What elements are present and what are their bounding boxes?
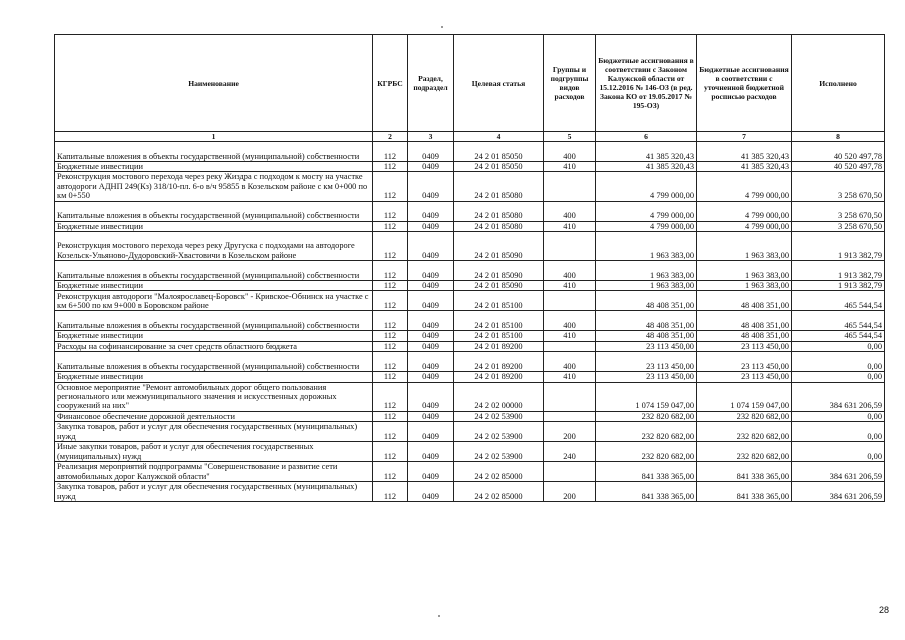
- cell-name: Бюджетные инвестиции: [55, 162, 373, 172]
- cell-refined: 1 074 159 047,00: [697, 382, 792, 411]
- cell-refined: 232 820 682,00: [697, 442, 792, 462]
- column-number: 4: [454, 132, 544, 142]
- column-number: 6: [596, 132, 697, 142]
- cell-kgrbs: 112: [373, 172, 408, 201]
- cell-kgrbs: 112: [373, 281, 408, 291]
- cell-section: 0409: [408, 422, 454, 442]
- cell-section: 0409: [408, 482, 454, 502]
- header-executed: Исполнено: [792, 35, 885, 132]
- table-row: [55, 372, 885, 382]
- cell-executed: 384 631 206,59: [792, 482, 885, 502]
- cell-group: [544, 382, 596, 411]
- cell-name: Капитальные вложения в объекты государственной (муниципальной) собственности: [55, 142, 373, 162]
- cell-approved: 841 338 365,00: [596, 462, 697, 482]
- cell-group: 400: [544, 352, 596, 372]
- cell-target: 24 2 01 85080: [454, 172, 544, 201]
- table-row: [55, 221, 885, 231]
- cell-name: Основное мероприятие "Ремонт автомобильных дорог общего пользования регионального или межмуниципального значения и искусственных дорожных сооружений на них": [55, 382, 373, 411]
- cell-approved: 232 820 682,00: [596, 442, 697, 462]
- column-number-row: [55, 132, 885, 142]
- cell-kgrbs: 112: [373, 201, 408, 221]
- cell-kgrbs: 112: [373, 462, 408, 482]
- table-row: [55, 482, 885, 502]
- column-number: 8: [792, 132, 885, 142]
- cell-refined: 48 408 351,00: [697, 331, 792, 341]
- table-row: [55, 201, 885, 221]
- cell-section: 0409: [408, 372, 454, 382]
- cell-approved: 841 338 365,00: [596, 482, 697, 502]
- table-row: [55, 172, 885, 201]
- cell-executed: 0,00: [792, 341, 885, 351]
- cell-section: 0409: [408, 411, 454, 421]
- cell-target: 24 2 02 53900: [454, 411, 544, 421]
- cell-name: Бюджетные инвестиции: [55, 221, 373, 231]
- cell-refined: 41 385 320,43: [697, 162, 792, 172]
- cell-name: Финансовое обеспечение дорожной деятельности: [55, 411, 373, 421]
- cell-target: 24 2 01 89200: [454, 372, 544, 382]
- table-row: [55, 291, 885, 311]
- cell-executed: 384 631 206,59: [792, 382, 885, 411]
- cell-section: 0409: [408, 331, 454, 341]
- cell-group: 410: [544, 162, 596, 172]
- cell-refined: 48 408 351,00: [697, 311, 792, 331]
- cell-executed: 0,00: [792, 372, 885, 382]
- page-number: 28: [878, 605, 889, 615]
- cell-section: 0409: [408, 221, 454, 231]
- table-row: [55, 162, 885, 172]
- cell-executed: 465 544,54: [792, 311, 885, 331]
- column-number: 7: [697, 132, 792, 142]
- cell-approved: 232 820 682,00: [596, 411, 697, 421]
- cell-refined: 232 820 682,00: [697, 411, 792, 421]
- cell-target: 24 2 02 85000: [454, 482, 544, 502]
- cell-section: 0409: [408, 352, 454, 372]
- cell-target: 24 2 02 53900: [454, 422, 544, 442]
- cell-executed: 0,00: [792, 352, 885, 372]
- cell-group: [544, 291, 596, 311]
- cell-group: 400: [544, 311, 596, 331]
- cell-name: Бюджетные инвестиции: [55, 281, 373, 291]
- cell-target: 24 2 01 85100: [454, 331, 544, 341]
- table-row: [55, 232, 885, 261]
- cell-name: Реконструкция мостового перехода через реку Жиздра с подходом к мосту на участке автодороги АДНП 249(Кз) 318/10-пл. 6-о в/ч 95855 в Козельском районе с км 0+000 по км 0+550: [55, 172, 373, 201]
- table-row: [55, 142, 885, 162]
- cell-name: Капитальные вложения в объекты государственной (муниципальной) собственности: [55, 261, 373, 281]
- cell-executed: 1 913 382,79: [792, 232, 885, 261]
- cell-executed: 384 631 206,59: [792, 462, 885, 482]
- header-kgrbs: КГРБС: [373, 35, 408, 132]
- header-row: [55, 35, 885, 132]
- scan-speck: [438, 615, 440, 617]
- cell-group: 410: [544, 372, 596, 382]
- cell-section: 0409: [408, 261, 454, 281]
- cell-group: 240: [544, 442, 596, 462]
- cell-section: 0409: [408, 172, 454, 201]
- cell-target: 24 2 02 00000: [454, 382, 544, 411]
- cell-refined: 841 338 365,00: [697, 462, 792, 482]
- cell-target: 24 2 01 85090: [454, 281, 544, 291]
- cell-refined: 23 113 450,00: [697, 352, 792, 372]
- cell-name: Иные закупки товаров, работ и услуг для обеспечения государственных (муниципальных) нужд: [55, 442, 373, 462]
- header-section: Раздел, подраздел: [408, 35, 454, 132]
- table-row: [55, 261, 885, 281]
- cell-group: [544, 341, 596, 351]
- header-name: Наименование: [55, 35, 373, 132]
- cell-target: 24 2 01 85080: [454, 201, 544, 221]
- cell-group: 410: [544, 221, 596, 231]
- header-approved: Бюджетные ассигнования в соответствии с Законом Калужской области от 15.12.2016 № 146-ОЗ (в ред. Закона КО от 19.05.2017 № 195-ОЗ): [596, 35, 697, 132]
- cell-section: 0409: [408, 291, 454, 311]
- cell-section: 0409: [408, 232, 454, 261]
- cell-refined: 23 113 450,00: [697, 341, 792, 351]
- cell-approved: 1 963 383,00: [596, 232, 697, 261]
- cell-executed: 465 544,54: [792, 331, 885, 341]
- cell-executed: 1 913 382,79: [792, 261, 885, 281]
- cell-kgrbs: 112: [373, 352, 408, 372]
- cell-kgrbs: 112: [373, 311, 408, 331]
- cell-kgrbs: 112: [373, 162, 408, 172]
- cell-group: [544, 232, 596, 261]
- cell-refined: 232 820 682,00: [697, 422, 792, 442]
- cell-target: 24 2 01 85100: [454, 311, 544, 331]
- cell-group: 200: [544, 482, 596, 502]
- cell-target: 24 2 01 85050: [454, 162, 544, 172]
- cell-target: 24 2 02 53900: [454, 442, 544, 462]
- cell-section: 0409: [408, 341, 454, 351]
- cell-name: Закупка товаров, работ и услуг для обеспечения государственных (муниципальных) нужд: [55, 482, 373, 502]
- table-row: [55, 442, 885, 462]
- cell-section: 0409: [408, 201, 454, 221]
- cell-executed: 0,00: [792, 442, 885, 462]
- header-refined: Бюджетные ассигнования в соответствии с уточненной бюджетной росписью расходов: [697, 35, 792, 132]
- cell-refined: 48 408 351,00: [697, 291, 792, 311]
- cell-group: 400: [544, 261, 596, 281]
- cell-refined: 23 113 450,00: [697, 372, 792, 382]
- cell-executed: 3 258 670,50: [792, 221, 885, 231]
- cell-group: [544, 411, 596, 421]
- cell-refined: 1 963 383,00: [697, 232, 792, 261]
- cell-name: Реконструкция автодороги "Малоярославец-Боровск" - Кривское-Обнинск на участке с км 6+500 по км 9+000 в Боровском районе: [55, 291, 373, 311]
- header-group: Группы и подгруппы видов расходов: [544, 35, 596, 132]
- cell-kgrbs: 112: [373, 482, 408, 502]
- cell-kgrbs: 112: [373, 261, 408, 281]
- cell-section: 0409: [408, 281, 454, 291]
- cell-section: 0409: [408, 382, 454, 411]
- cell-group: 200: [544, 422, 596, 442]
- table-row: [55, 411, 885, 421]
- cell-approved: 48 408 351,00: [596, 311, 697, 331]
- cell-approved: 41 385 320,43: [596, 142, 697, 162]
- cell-kgrbs: 112: [373, 142, 408, 162]
- cell-approved: 1 074 159 047,00: [596, 382, 697, 411]
- budget-table: [54, 34, 885, 502]
- cell-group: [544, 172, 596, 201]
- cell-executed: 40 520 497,78: [792, 162, 885, 172]
- cell-name: Капитальные вложения в объекты государственной (муниципальной) собственности: [55, 201, 373, 221]
- column-number: 1: [55, 132, 373, 142]
- column-number: 2: [373, 132, 408, 142]
- cell-approved: 23 113 450,00: [596, 341, 697, 351]
- cell-kgrbs: 112: [373, 372, 408, 382]
- header-target: Целевая статья: [454, 35, 544, 132]
- cell-kgrbs: 112: [373, 422, 408, 442]
- table-row: [55, 331, 885, 341]
- cell-approved: 1 963 383,00: [596, 281, 697, 291]
- cell-target: 24 2 01 85090: [454, 261, 544, 281]
- cell-target: 24 2 01 85100: [454, 291, 544, 311]
- budget-sheet: [54, 34, 884, 502]
- cell-group: 410: [544, 331, 596, 341]
- cell-group: 410: [544, 281, 596, 291]
- cell-group: 400: [544, 142, 596, 162]
- table-row: [55, 352, 885, 372]
- cell-group: [544, 462, 596, 482]
- cell-name: Бюджетные инвестиции: [55, 331, 373, 341]
- cell-name: Закупка товаров, работ и услуг для обеспечения государственных (муниципальных) нужд: [55, 422, 373, 442]
- cell-executed: 40 520 497,78: [792, 142, 885, 162]
- cell-refined: 1 963 383,00: [697, 281, 792, 291]
- cell-approved: 1 963 383,00: [596, 261, 697, 281]
- table-row: [55, 311, 885, 331]
- cell-name: Реализация мероприятий подпрограммы "Совершенствование и развитие сети автомобильных дорог Калужской области": [55, 462, 373, 482]
- cell-refined: 1 963 383,00: [697, 261, 792, 281]
- cell-kgrbs: 112: [373, 221, 408, 231]
- cell-target: 24 2 01 89200: [454, 341, 544, 351]
- cell-kgrbs: 112: [373, 382, 408, 411]
- scan-speck: [441, 26, 443, 28]
- cell-name: Расходы на софинансирование за счет средств областного бюджета: [55, 341, 373, 351]
- cell-refined: 841 338 365,00: [697, 482, 792, 502]
- cell-target: 24 2 01 89200: [454, 352, 544, 372]
- cell-approved: 48 408 351,00: [596, 331, 697, 341]
- cell-kgrbs: 112: [373, 232, 408, 261]
- cell-section: 0409: [408, 442, 454, 462]
- cell-approved: 23 113 450,00: [596, 372, 697, 382]
- cell-name: Реконструкция мостового перехода через реку Другуска с подходами на автодороге Козельск-Ульяново-Дудоровский-Хвастовичи в Козельском районе: [55, 232, 373, 261]
- cell-refined: 4 799 000,00: [697, 201, 792, 221]
- cell-group: 400: [544, 201, 596, 221]
- cell-section: 0409: [408, 462, 454, 482]
- cell-refined: 4 799 000,00: [697, 172, 792, 201]
- table-body: [55, 142, 885, 502]
- table-row: [55, 341, 885, 351]
- cell-approved: 4 799 000,00: [596, 172, 697, 201]
- cell-target: 24 2 01 85080: [454, 221, 544, 231]
- cell-name: Бюджетные инвестиции: [55, 372, 373, 382]
- cell-kgrbs: 112: [373, 341, 408, 351]
- cell-kgrbs: 112: [373, 331, 408, 341]
- cell-approved: 232 820 682,00: [596, 422, 697, 442]
- cell-executed: 465 544,54: [792, 291, 885, 311]
- table-row: [55, 281, 885, 291]
- cell-name: Капитальные вложения в объекты государственной (муниципальной) собственности: [55, 352, 373, 372]
- cell-approved: 48 408 351,00: [596, 291, 697, 311]
- cell-target: 24 2 01 85050: [454, 142, 544, 162]
- cell-target: 24 2 02 85000: [454, 462, 544, 482]
- cell-kgrbs: 112: [373, 291, 408, 311]
- cell-approved: 4 799 000,00: [596, 201, 697, 221]
- cell-executed: 3 258 670,50: [792, 201, 885, 221]
- cell-executed: 0,00: [792, 422, 885, 442]
- table-row: [55, 382, 885, 411]
- table-row: [55, 422, 885, 442]
- cell-section: 0409: [408, 311, 454, 331]
- column-number: 3: [408, 132, 454, 142]
- cell-executed: 3 258 670,50: [792, 172, 885, 201]
- cell-executed: 1 913 382,79: [792, 281, 885, 291]
- cell-kgrbs: 112: [373, 411, 408, 421]
- cell-kgrbs: 112: [373, 442, 408, 462]
- cell-target: 24 2 01 85090: [454, 232, 544, 261]
- cell-approved: 4 799 000,00: [596, 221, 697, 231]
- cell-executed: 0,00: [792, 411, 885, 421]
- cell-refined: 41 385 320,43: [697, 142, 792, 162]
- column-number: 5: [544, 132, 596, 142]
- cell-section: 0409: [408, 142, 454, 162]
- cell-approved: 41 385 320,43: [596, 162, 697, 172]
- cell-section: 0409: [408, 162, 454, 172]
- table-row: [55, 462, 885, 482]
- cell-refined: 4 799 000,00: [697, 221, 792, 231]
- cell-approved: 23 113 450,00: [596, 352, 697, 372]
- cell-name: Капитальные вложения в объекты государственной (муниципальной) собственности: [55, 311, 373, 331]
